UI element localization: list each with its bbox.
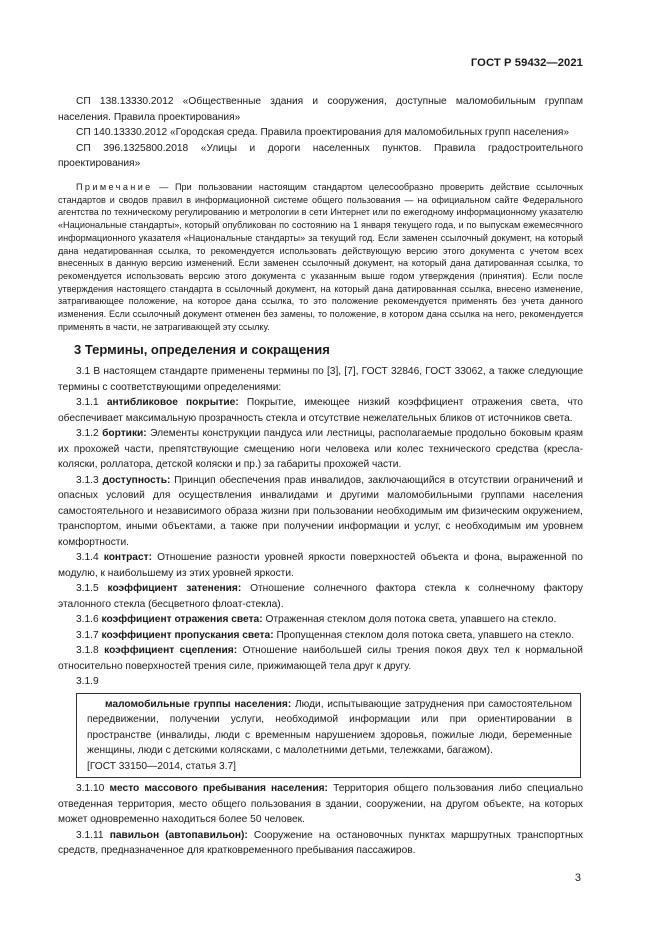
document-header: ГОСТ Р 59432—2021 bbox=[470, 57, 583, 69]
term-name: коэффициент затенения: bbox=[107, 583, 242, 594]
term-name: доступность: bbox=[102, 474, 171, 486]
term-name: контраст: bbox=[103, 552, 153, 563]
term-name: место массового пребывания населения: bbox=[109, 783, 328, 794]
term-number: 3.1.5 bbox=[76, 583, 99, 594]
term-item bbox=[58, 612, 583, 628]
term-number: 3.1.6 bbox=[76, 614, 99, 625]
term-item bbox=[58, 550, 583, 581]
reference-item: СП 396.1325800.2018 «Улицы и дороги населенных пунктов. Правила градостроительного проектирования» bbox=[58, 142, 583, 169]
term-name: коэффициент пропускания света: bbox=[101, 629, 274, 641]
note-text: — При пользовании настоящим стандартом целесообразно проверить действие ссылочных стандартов и сводов правил в информационной системе общего пользования — на официальном сайте Федерального агентства по техническому регулированию и метрологии в сети Интернет или по ежегодному информационному указателю «Национальные стандарты», который опубликован по состоянию на 1 января текущего года, и по выпускам ежемесячного информационного указателя «Национальные стандарты» за текущий год. Если заменен ссылочный документ, на который дана недатированная ссылка, то рекомендуется использовать действующую версию этого документа с учетом всех внесенных в данную версию изменений. Если заменен ссылочный документ, на который дана датированная ссылка, то рекомендуется использовать версию этого документа с указанным выше годом утверждения (принятия). Если после утверждения настоящего стандарта в ссылочный документ, на который дана датированная ссылка, внесено изменение, затрагивающее положение, на которое дана ссылка, то это положение рекомендуется применять без учета данного изменения. Если ссылочный документ отменен без замены, то положение, в котором дана ссылка на него, рекомендуется применять в части, не затрагивающей эту ссылку. bbox=[58, 182, 583, 332]
term-definition: Сооружение на остановочных пунктах маршрутных транспортных средств, предназначенное для кратковременного пребывания пассажиров. bbox=[58, 829, 583, 856]
note-paragraph bbox=[58, 181, 583, 334]
term-definition: Принцип обеспечения прав инвалидов, заключающийся в отсутствии ограничений и опасных условий для осуществления инвалидами и другими маломобильными группами населения самостоятельного и независимого образа жизни при пользовании необходимым им физическим окружением, транспортом, иными объектами, а также при получении информации и услуг, с необходимым им уровнем комфортности. bbox=[58, 474, 583, 548]
term-definition: Отношение солнечного фактора стекла к солнечному фактору эталонного стекла (бесцветного флоат-стекла). bbox=[58, 583, 583, 610]
boxed-term-frame bbox=[76, 693, 581, 779]
term-number: 3.1.2 bbox=[76, 428, 99, 439]
term-item bbox=[58, 628, 583, 644]
page-number: 3 bbox=[574, 872, 581, 884]
term-number: 3.1.11 bbox=[76, 829, 104, 841]
term-number: 3.1.8 bbox=[76, 645, 99, 656]
term-item bbox=[58, 643, 583, 674]
term-name: бортики: bbox=[102, 428, 147, 439]
term-definition: Пропущенная стеклом доля потока света, упавшего на стекло. bbox=[276, 629, 575, 641]
term-number: 3.1.4 bbox=[76, 552, 99, 563]
term-definition: Люди, испытывающие затруднения при самостоятельном передвижении, получении услуги, необходимой информации или при ориентировании в пространстве (инвалиды, люди с временным нарушением здоровья, пожилые люди, беременные женщины, люди с детскими колясками, с малолетними детьми, тележками, багажом). bbox=[87, 698, 572, 756]
term-number: 3.1.3 bbox=[76, 474, 99, 486]
terms-list bbox=[58, 364, 583, 859]
section-intro: 3.1 В настоящем стандарте применены термины по [3], [7], ГОСТ 32846, ГОСТ 33062, а также следующие термины с соответствующими определениями: bbox=[58, 366, 583, 393]
section-title: 3 Термины, определения и сокращения bbox=[74, 342, 330, 357]
term-definition: Покрытие, имеющее низкий коэффициент отражения света, что обеспечивает максимальную прозрачность стекла и отсутствие нежелательных бликов от источников света. bbox=[58, 397, 583, 424]
term-number: 3.1.7 bbox=[76, 629, 99, 641]
term-name: маломобильные группы населения: bbox=[105, 698, 292, 710]
reference-item: СП 140.13330.2012 «Городская среда. Правила проектирования для маломобильных групп населения» bbox=[76, 127, 570, 138]
term-item bbox=[58, 473, 583, 551]
term-definition: Отношение наибольшей силы трения покоя двух тел к нормальной относительно поверхностей трения силе, прижимающей тела друг к другу. bbox=[58, 645, 583, 672]
term-item bbox=[58, 426, 583, 473]
term-definition: Отношение разности уровней яркости поверхностей объекта и фона, выраженной по модулю, к наибольшему из этих уровней яркости. bbox=[58, 552, 583, 579]
term-definition: Территория общего пользования либо специально отведенная территория, место общего пользования в здании, сооружении, на другом объекте, на которых может одновременно находиться более 50 человек. bbox=[58, 783, 583, 825]
references-list bbox=[58, 94, 583, 172]
boxed-term-item bbox=[87, 697, 572, 759]
boxed-term-number: 3.1.9 bbox=[76, 676, 99, 687]
term-item bbox=[58, 828, 583, 859]
note-label: Примечание bbox=[76, 182, 153, 192]
term-name: коэффициент сцепления: bbox=[104, 645, 238, 656]
term-item bbox=[58, 581, 583, 612]
term-name: павильон (автопавильон): bbox=[109, 829, 248, 841]
term-item bbox=[58, 781, 583, 828]
term-definition: Отраженная стеклом доля потока света, упавшего на стекло. bbox=[265, 614, 557, 625]
term-number: 3.1.1 bbox=[76, 397, 99, 408]
term-number: 3.1.10 bbox=[76, 783, 105, 794]
reference-item: СП 138.13330.2012 «Общественные здания и сооружения, доступные маломобильным группам населения. Правила проектирования» bbox=[58, 96, 583, 123]
term-name: антибликовое покрытие: bbox=[106, 397, 239, 408]
term-name: коэффициент отражения света: bbox=[101, 614, 263, 625]
term-source: [ГОСТ 33150—2014, статья 3.7] bbox=[87, 760, 237, 772]
term-definition: Элементы конструкции пандуса или лестницы, располагаемые продольно боковым краям их прохожей части, препятствующие смещению ноги человека или колес технического средства (кресла-коляски, роллатора, детской коляски и пр.) за габариты прохожей части. bbox=[58, 428, 583, 470]
term-item bbox=[58, 395, 583, 426]
